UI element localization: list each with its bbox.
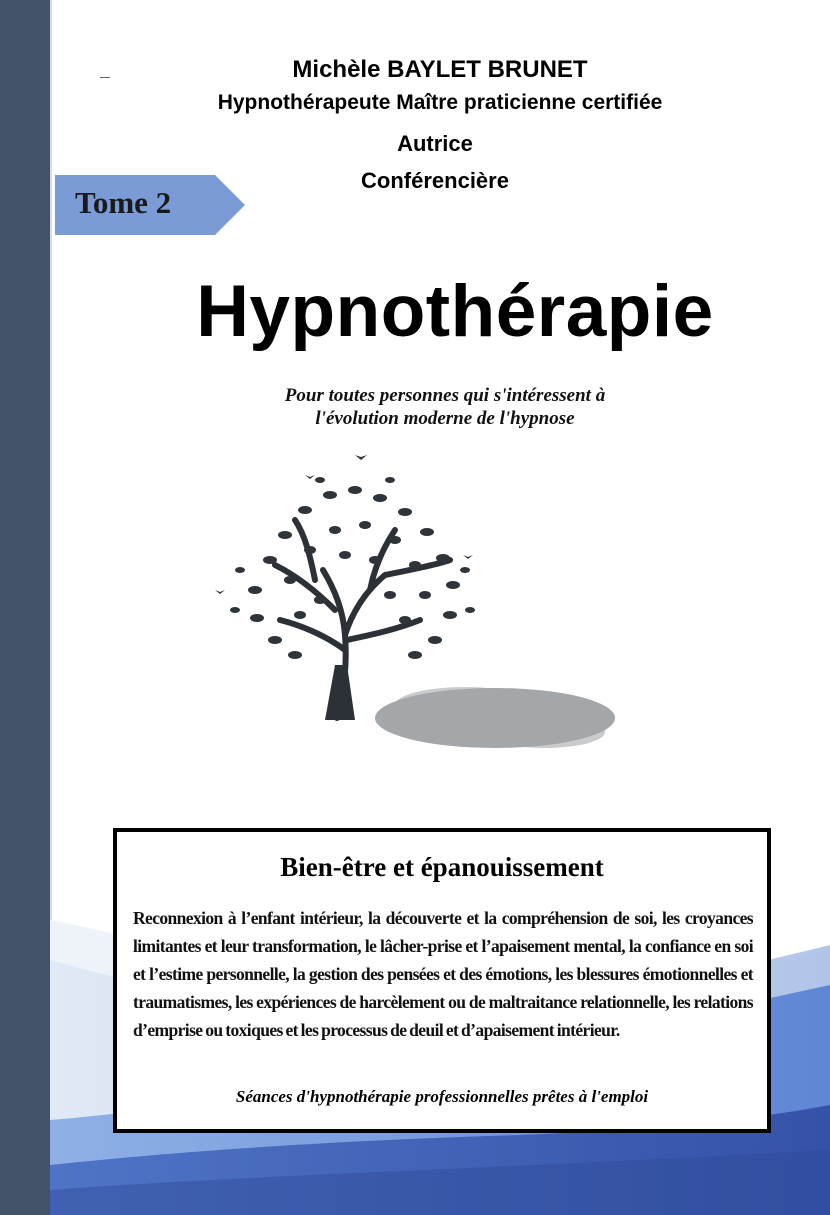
- tome-label: Tome 2: [75, 185, 172, 220]
- tree-canopy: [230, 470, 475, 700]
- author-title: Hypnothérapeute Maître praticienne certifiée: [217, 91, 663, 114]
- author-name: Michèle BAYLET BRUNET: [292, 56, 588, 83]
- author-role-autrice: Autrice: [397, 131, 473, 156]
- tree-shadow: [375, 687, 615, 748]
- box-body-text: Reconnexion à l’enfant intérieur, la découverte et la compréhension de soi, les croyances limitantes et leur transformation, le lâcher-prise et l’apaisement mental, la confiance en soi et l’estime personnelle, la gestion des pensées et des émotions, les blessures émotionnelles et traumatismes, les expériences de harcèlement ou de maltraitance relationnelle, les relations d’emprise ou toxiques et les processus de deuil et d’apaisement intérieur.: [133, 908, 753, 1040]
- book-subtitle-line-1: Pour toutes personnes qui s'intéressent à: [284, 385, 606, 406]
- description-box: [113, 828, 771, 1133]
- book-subtitle-line-2: l'évolution moderne de l'hypnose: [315, 408, 575, 429]
- box-tagline: Séances d'hypnothérapie professionnelles prêtes à l'emploi: [235, 1087, 649, 1106]
- box-heading: Bien-être et épanouissement: [280, 852, 604, 882]
- cover-spine: [0, 0, 50, 1215]
- author-role-conferenciere: Conférencière: [361, 168, 509, 193]
- book-title: Hypnothérapie: [196, 271, 714, 352]
- tree-illustration-icon: [195, 450, 645, 770]
- tome-badge: [55, 175, 245, 235]
